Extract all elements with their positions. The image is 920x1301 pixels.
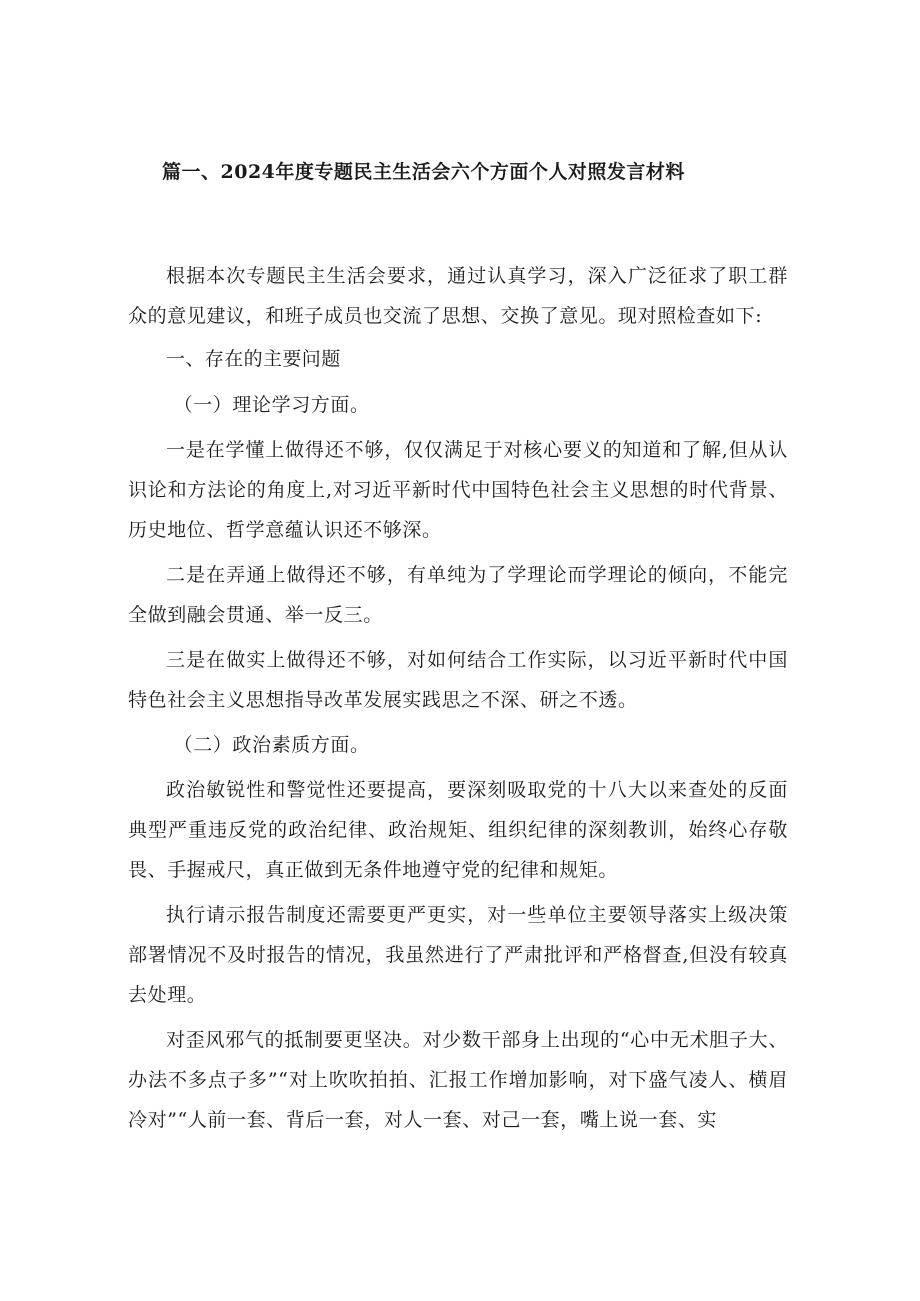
document-body bbox=[128, 256, 788, 1145]
document-title: 篇一、2024年度专题民主生活会六个方面个人对照发言材料 bbox=[162, 161, 685, 183]
paragraph-politics-2: 执行请示报告制度还需要更严更实，对一些单位主要领导落实上级决策部署情况不及时报告的情况，我虽然进行了严肃批评和严格督查,但没有较真去处理。 bbox=[128, 904, 788, 1006]
section-heading-problems: 一、存在的主要问题 bbox=[166, 348, 341, 370]
paragraph-theory-1: 一是在学懂上做得还不够，仅仅满足于对核心要义的知道和了解,但从认识论和方法论的角度上,对习近平新时代中国特色社会主义思想的时代背景、历史地位、哲学意蕴认识还不够深。 bbox=[128, 439, 788, 541]
paragraph-theory-2: 二是在弄通上做得还不够，有单纯为了学理论而学理论的倾向，不能完全做到融会贯通、举一反三。 bbox=[128, 564, 788, 626]
paragraph-politics-1: 政治敏锐性和警觉性还要提高，要深刻吸取党的十八大以来查处的反面典型严重违反党的政治纪律、政治规矩、组织纪律的深刻教训，始终心存敬畏、手握戒尺，真正做到无条件地遵守党的纪律和规矩。 bbox=[128, 779, 788, 881]
paragraph-politics-3: 对歪风邪气的抵制要更坚决。对少数干部身上出现的“心中无术胆子大、办法不多点子多”“对上吹吹拍拍、汇报工作增加影响，对下盛气凌人、横眉冷对”“人前一套、背后一套，对人一套、对己一套，嘴上说一套、实 bbox=[128, 1029, 788, 1131]
intro-paragraph: 根据本次专题民主生活会要求，通过认真学习，深入广泛征求了职工群众的意见建议，和班子成员也交流了思想、交换了意见。现对照检查如下: bbox=[128, 265, 788, 327]
subsection-heading-theory: （一）理论学习方面。 bbox=[173, 394, 370, 416]
paragraph-theory-3: 三是在做实上做得还不够，对如何结合工作实际，以习近平新时代中国特色社会主义思想指导改革发展实践思之不深、研之不透。 bbox=[128, 649, 788, 711]
subsection-heading-politics: （二）政治素质方面。 bbox=[173, 734, 370, 756]
